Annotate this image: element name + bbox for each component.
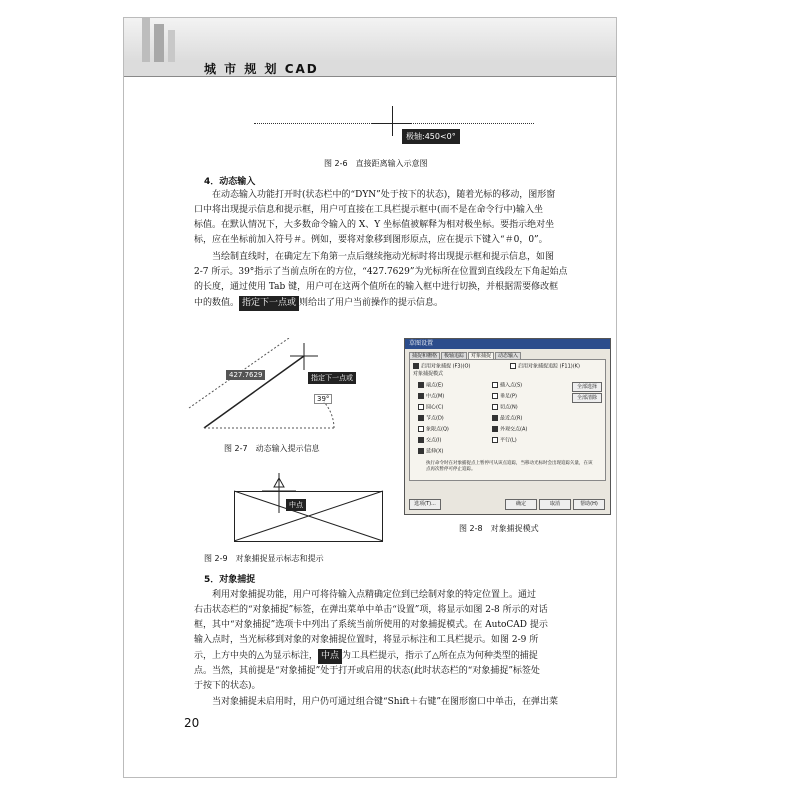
ok-button[interactable]: 确定 xyxy=(505,499,537,510)
tab-snap-grid[interactable]: 捕捉和栅格 xyxy=(409,352,440,359)
figure-2-9-caption: 图 2-9 对象捕捉显示标志和提示 xyxy=(204,554,324,563)
dynamic-input-drawing xyxy=(184,338,374,438)
dialog-body xyxy=(409,359,606,481)
book-page xyxy=(123,17,617,778)
paragraph-line: 示，上方中央的△为显示标注， 中点 为工具栏提示，指示了△所在点为何种类型的捕捉 xyxy=(194,649,538,664)
checkbox[interactable] xyxy=(510,363,516,369)
paragraph-line: 框，其中“对象捕捉”选项卡中列出了系统当前所使用的对象捕捉模式。在 AutoCAD 提示 xyxy=(194,620,548,630)
snap-tangent[interactable]: 切点(N) xyxy=(492,404,518,411)
inline-tooltip: 中点 xyxy=(318,649,342,664)
running-header: 城 市 规 划 CAD xyxy=(204,62,319,76)
inline-tooltip: 指定下一点或 xyxy=(239,296,299,311)
section-4-heading: 4．动态输入 xyxy=(204,177,256,187)
clear-all-button[interactable]: 全部清除 xyxy=(572,393,602,403)
figure-2-7-caption: 图 2-7 动态输入提示信息 xyxy=(224,444,320,453)
crosshair-vertical xyxy=(392,106,393,136)
section-5-heading: 5．对象捕捉 xyxy=(204,575,256,585)
snap-marker-drawing xyxy=(234,473,384,543)
polar-tooltip: 极轴:450<0° xyxy=(402,129,460,144)
paragraph-line xyxy=(194,296,443,311)
options-button[interactable]: 选项(T)... xyxy=(409,499,441,510)
enable-snap-checkbox[interactable]: 启用对象捕捉 (F3)(O) xyxy=(413,363,470,370)
group-label: 对象捕捉模式 xyxy=(413,371,444,377)
angle-input: 39° xyxy=(314,394,332,404)
paragraph-line: 标，应在坐标前加入符号＃。例如，要将对象移到图形原点，应在提示下键入“＃0，0”。 xyxy=(194,235,548,245)
paragraph-line: 标值。在默认情况下，大多数命令输入的 X、Y 坐标值被解释为相对极坐标。要指示绝对坐 xyxy=(194,220,555,230)
snap-endpoint[interactable]: 端点(E) xyxy=(418,382,443,389)
figure-2-6 xyxy=(254,106,534,156)
paragraph-line: 在动态输入功能打开时(状态栏中的“DYN”处于按下的状态)，随着光标的移动，图形窗 xyxy=(212,190,556,200)
dialog-tabs xyxy=(409,352,606,359)
header-banner xyxy=(124,18,616,77)
paragraph-line: 当对象捕捉未启用时，用户仍可通过组合键“Shift＋右键”在图形窗口中单击，在弹出菜 xyxy=(212,697,558,707)
help-button[interactable]: 帮助(H) xyxy=(573,499,605,510)
tab-polar[interactable]: 极轴追踪 xyxy=(441,352,467,359)
paragraph-line: 于按下的状态)。 xyxy=(194,681,261,691)
length-input: 427.7629 xyxy=(226,370,265,380)
header-band xyxy=(124,62,616,76)
figure-2-8-caption: 图 2-8 对象捕捉模式 xyxy=(459,524,539,533)
paragraph-line: 当绘制直线时，在确定左下角第一点后继续拖动光标时将出现提示框和提示信息，如图 xyxy=(212,252,555,262)
snap-parallel[interactable]: 平行(L) xyxy=(492,437,517,444)
snap-quadrant[interactable]: 象限点(Q) xyxy=(418,426,449,433)
snap-intersection[interactable]: 交点(I) xyxy=(418,437,441,444)
cancel-button[interactable]: 取消 xyxy=(539,499,571,510)
paragraph-line: 2-7 所示。39°指示了当前点所在的方位，“427.7629”为光标所在位置到直线段左下角起始点 xyxy=(194,267,568,277)
prompt-tooltip: 指定下一点或 xyxy=(308,372,356,384)
tab-dynamic-input[interactable]: 动态输入 xyxy=(495,352,521,359)
enable-track-checkbox[interactable]: 启用对象捕捉追踪 (F11)(K) xyxy=(510,363,580,370)
paragraph-line: 点。当然，其前提是“对象捕捉”处于打开或启用的状态(此时状态栏的“对象捕捉”标签处 xyxy=(194,666,540,676)
text-run: 中的数值。 xyxy=(194,298,240,308)
crosshair-horizontal xyxy=(372,123,412,124)
text-run: 则给出了用户当前操作的提示信息。 xyxy=(299,298,444,308)
midpoint-tooltip: 中点 xyxy=(286,499,306,511)
snap-perpendicular[interactable]: 垂足(P) xyxy=(492,393,517,400)
snap-midpoint[interactable]: 中点(M) xyxy=(418,393,444,400)
paragraph-line: 口中将出现提示信息和提示框，用户可直接在工具栏提示框中(而不是在命令行中)输入坐 xyxy=(194,205,544,215)
info-note: 执行命令时在对象捕捉点上暂停可从该点追踪，当移动光标时会出现追踪矢量，在该点再次暂停可停止追踪。 xyxy=(426,461,593,472)
paragraph-line: 右击状态栏的“对象捕捉”标签，在弹出菜单中单击“设置”项，将显示如图 2-8 所示的对话 xyxy=(194,605,548,615)
page-number: 20 xyxy=(184,716,200,730)
snap-node[interactable]: 节点(D) xyxy=(418,415,444,422)
snap-insertion[interactable]: 插入点(S) xyxy=(492,382,522,389)
paragraph-line: 的长度，通过使用 Tab 键，用户可在这两个值所在的输入框中进行切换，并根据需要修改框 xyxy=(194,282,559,292)
checkbox[interactable] xyxy=(413,363,419,369)
figure-2-9 xyxy=(234,473,384,543)
figure-2-6-caption: 图 2-6 直接距离输入示意图 xyxy=(324,159,428,168)
paragraph-line: 利用对象捕捉功能，用户可将待输入点精确定位到已绘制对象的特定位置上。通过 xyxy=(212,590,537,600)
tab-object-snap[interactable]: 对象捕捉 xyxy=(468,352,494,359)
snap-center[interactable]: 圆心(C) xyxy=(418,404,443,411)
snap-nearest[interactable]: 最近点(R) xyxy=(492,415,522,422)
dialog-title: 草图设置 xyxy=(405,339,610,349)
paragraph-line: 输入点时，当光标移到对象的对象捕捉位置时，将显示标注和工具栏提示。如图 2-9 所 xyxy=(194,635,539,645)
select-all-button[interactable]: 全部选择 xyxy=(572,382,602,392)
snap-extension[interactable]: 延伸(X) xyxy=(418,448,443,455)
figure-2-7 xyxy=(184,338,374,438)
drafting-settings-dialog xyxy=(404,338,611,515)
snap-apparent-intersection[interactable]: 外观交点(A) xyxy=(492,426,527,433)
